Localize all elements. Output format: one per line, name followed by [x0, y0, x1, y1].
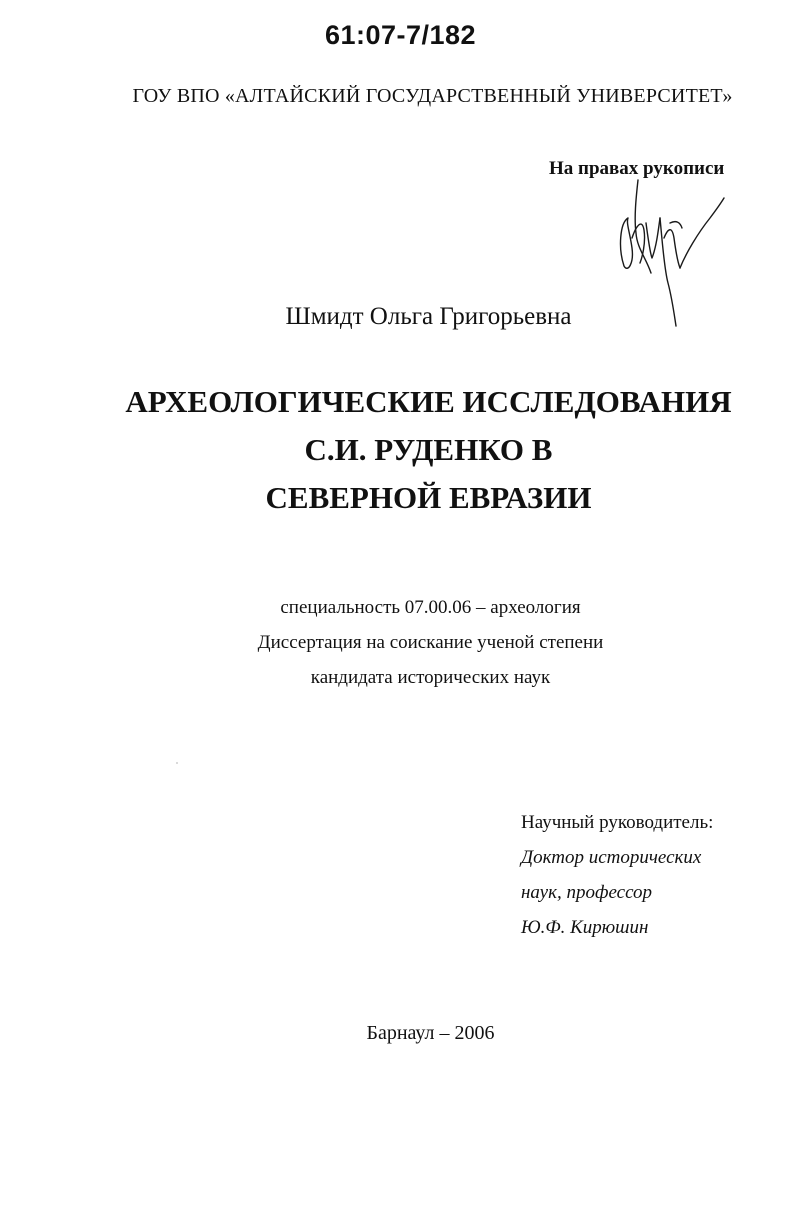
- supervisor-block: [521, 805, 713, 945]
- dissertation-title: [32, 378, 793, 522]
- scan-speck: [176, 762, 178, 764]
- title-line: СЕВЕРНОЙ ЕВРАЗИИ: [265, 480, 592, 515]
- supervisor-title-line: наук, профессор: [521, 882, 653, 903]
- author-name: Шмидт Ольга Григорьевна: [285, 303, 572, 330]
- supervisor-degree-line: Доктор исторических: [521, 847, 702, 868]
- title-line: АРХЕОЛОГИЧЕСКИЕ ИССЛЕДОВАНИЯ: [125, 384, 732, 419]
- title-line: С.И. РУДЕНКО В: [304, 432, 553, 467]
- degree-line: Диссертация на соискание ученой степени: [257, 632, 604, 653]
- dissertation-details: [34, 590, 793, 695]
- supervisor-label: Научный руководитель:: [521, 812, 714, 833]
- specialty-line: специальность 07.00.06 – археология: [280, 597, 581, 618]
- manuscript-rights-label: На правах рукописи: [549, 158, 725, 179]
- institution-name: ГОУ ВПО «АЛТАЙСКИЙ ГОСУДАРСТВЕННЫЙ УНИВЕРСИТЕТ»: [132, 85, 733, 107]
- supervisor-name: Ю.Ф. Кирюшин: [521, 917, 649, 938]
- city-year: Барнаул – 2006: [366, 1022, 495, 1044]
- catalog-number: 61:07-7/182: [324, 20, 477, 50]
- degree-field-line: кандидата исторических наук: [310, 667, 551, 688]
